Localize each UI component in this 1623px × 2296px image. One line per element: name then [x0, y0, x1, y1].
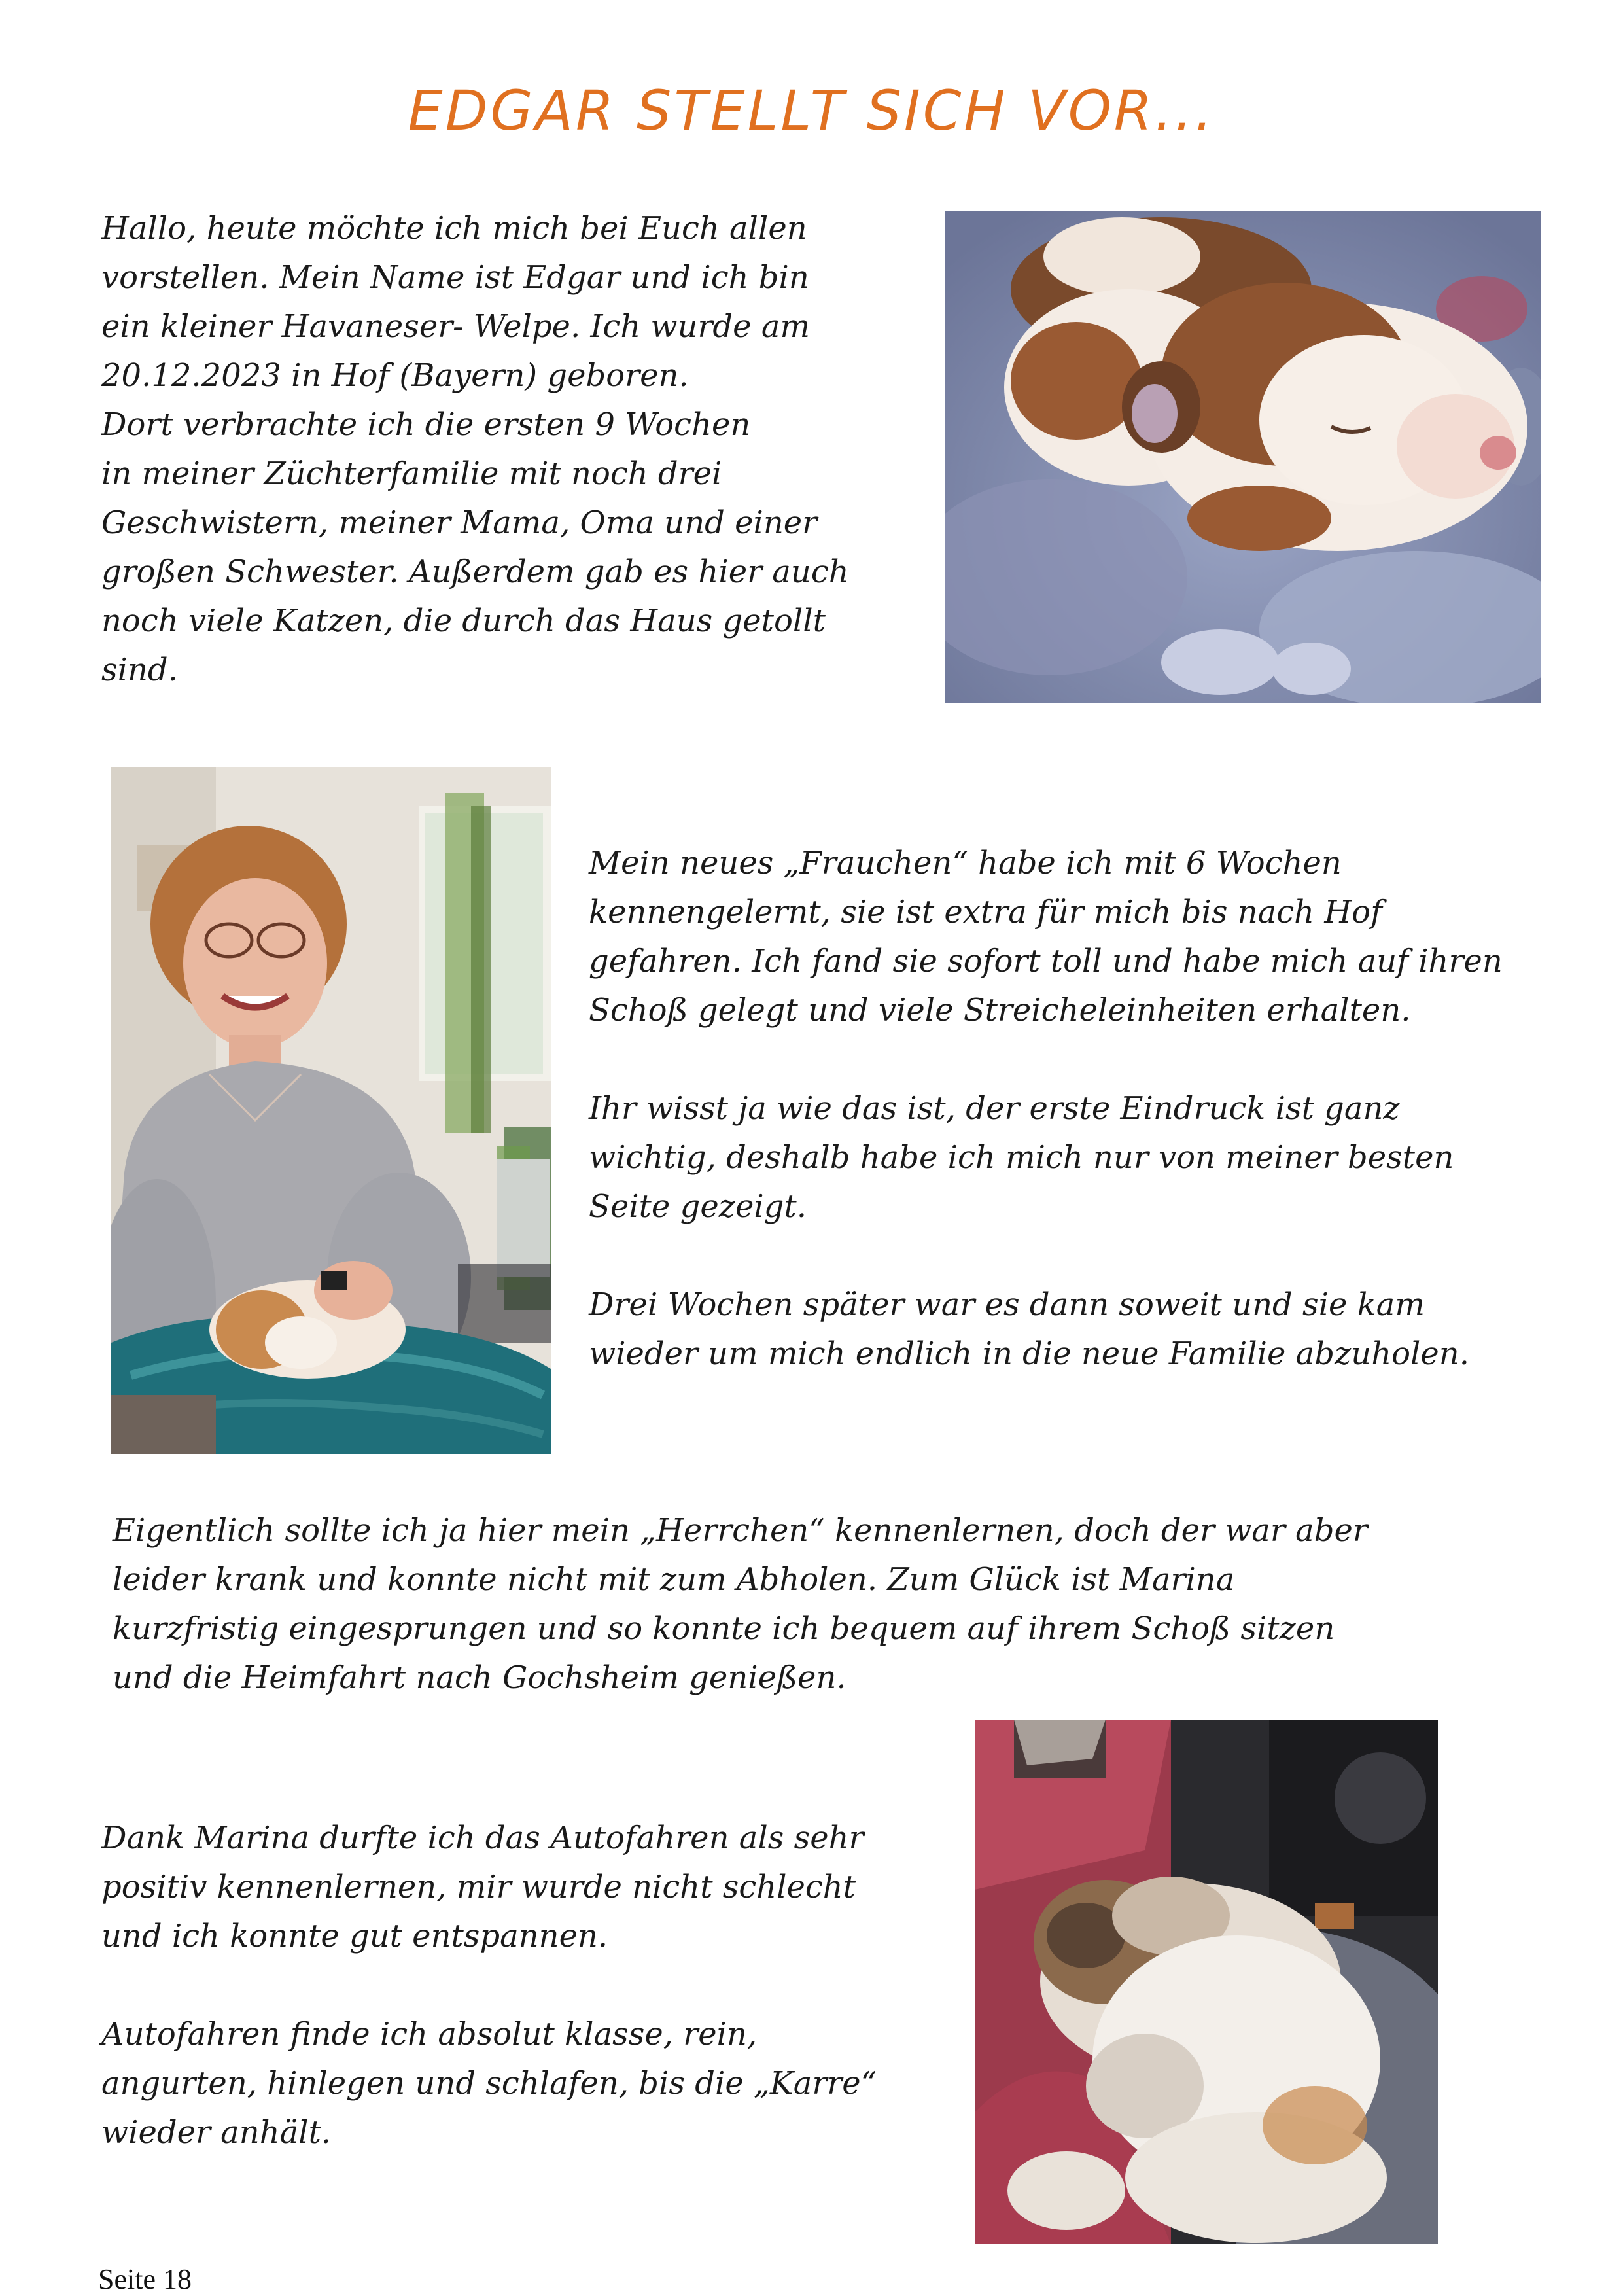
text-line: gefahren. Ich fand sie sofort toll und habe mich auf ihren — [589, 943, 1503, 980]
page-number: Seite 18 — [98, 2263, 192, 2295]
text-line: ein kleiner Havaneser- Welpe. Ich wurde am — [101, 308, 810, 345]
text-line: noch viele Katzen, die durch das Haus getollt — [101, 603, 826, 639]
text-line: und die Heimfahrt nach Gochsheim genießen. — [113, 1659, 846, 1696]
text-line: vorstellen. Mein Name ist Edgar und ich bin — [101, 259, 809, 296]
text-line: angurten, hinlegen und schlafen, bis die „Karre“ — [101, 2065, 877, 2102]
text-line: wieder um mich endlich in die neue Familie abzuholen. — [589, 1335, 1469, 1372]
autofahren-text — [101, 1814, 877, 2157]
herrchen-text — [113, 1506, 1368, 1703]
text-line: wichtig, deshalb habe ich mich nur von meiner besten — [589, 1139, 1454, 1176]
newborn-puppy-photo — [945, 211, 1541, 703]
text-line: großen Schwester. Außerdem gab es hier auch — [101, 554, 849, 590]
text-line: Hallo, heute möchte ich mich bei Euch allen — [101, 210, 807, 247]
text-line: Drei Wochen später war es dann soweit und sie kam — [589, 1286, 1425, 1323]
text-line: Autofahren finde ich absolut klasse, rein, — [101, 2016, 758, 2053]
text-line: Seite gezeigt. — [589, 1188, 807, 1225]
text-line: Ihr wisst ja wie das ist, der erste Eindruck ist ganz — [589, 1090, 1400, 1127]
text-line: positiv kennenlernen, mir wurde nicht schlecht — [101, 1869, 856, 1905]
text-line: Schoß gelegt und viele Streicheleinheiten erhalten. — [589, 992, 1411, 1029]
text-line: und ich konnte gut entspannen. — [101, 1918, 608, 1954]
intro-text — [101, 204, 849, 695]
text-line: Mein neues „Frauchen“ habe ich mit 6 Wochen — [589, 845, 1342, 881]
text-line: Dort verbrachte ich die ersten 9 Wochen — [101, 406, 751, 443]
text-line: Eigentlich sollte ich ja hier mein „Herrchen“ kennenlernen, doch der war aber — [113, 1512, 1368, 1549]
text-line: 20.12.2023 in Hof (Bayern) geboren. — [101, 357, 689, 394]
page-title: EDGAR STELLT SICH VOR... — [408, 79, 1215, 143]
text-line: wieder anhält. — [101, 2114, 332, 2151]
puppy-in-car-photo — [975, 1720, 1438, 2244]
text-line: Geschwistern, meiner Mama, Oma und einer — [101, 504, 818, 541]
text-line: in meiner Züchterfamilie mit noch drei — [101, 455, 722, 492]
text-line: leider krank und konnte nicht mit zum Abholen. Zum Glück ist Marina — [113, 1561, 1235, 1598]
text-line: sind. — [101, 652, 178, 688]
text-line: Dank Marina durfte ich das Autofahren als sehr — [101, 1820, 864, 1856]
woman-with-puppy-photo — [111, 767, 551, 1454]
text-line: kennengelernt, sie ist extra für mich bis nach Hof — [589, 894, 1382, 930]
text-line: kurzfristig eingesprungen und so konnte ich bequem auf ihrem Schoß sitzen — [113, 1610, 1335, 1647]
frauchen-text — [589, 839, 1503, 1379]
